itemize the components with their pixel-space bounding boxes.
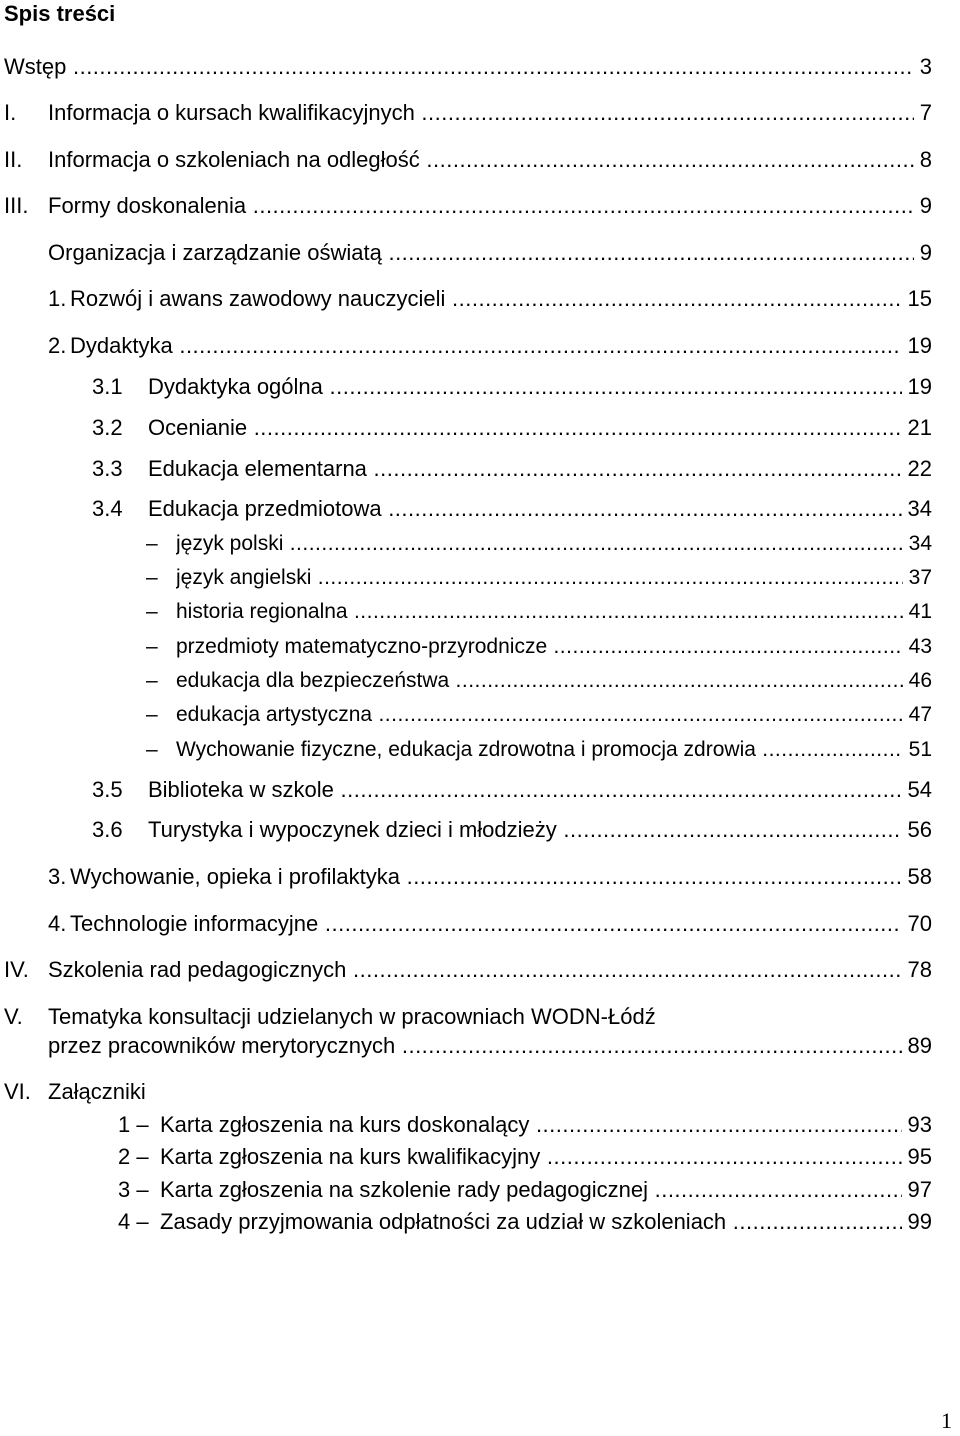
toc-entry[interactable] <box>0 191 960 221</box>
toc-entry-label[interactable]: Informacja o szkoleniach na odległość ..... <box>48 145 926 175</box>
toc-entry-number: 3.3 <box>92 456 123 481</box>
toc-entry-label[interactable]: Karta zgłoszenia na kurs doskonalący ..... <box>160 1110 926 1140</box>
toc-entry-page: 47 <box>903 700 932 730</box>
toc-entry-page: 78 <box>902 955 932 985</box>
toc-entry-dash: – <box>146 738 158 761</box>
toc-entry-number: I. <box>4 100 17 125</box>
toc-entry-page: 97 <box>902 1175 932 1205</box>
toc-entry-page: 19 <box>902 372 932 402</box>
toc-entry-page: 37 <box>903 563 932 593</box>
toc-entry-page: 9 <box>914 238 932 268</box>
toc-entry-dash: – <box>146 635 158 658</box>
toc-entry-page: 89 <box>902 1031 932 1061</box>
toc-entry-dash: – <box>146 532 158 555</box>
toc-entry-number: 2 – <box>118 1144 149 1169</box>
toc-entry-number: 3.4 <box>92 496 123 521</box>
toc-entry[interactable] <box>0 955 960 985</box>
toc-entry-number: VI. <box>4 1079 31 1104</box>
toc-entry-label[interactable]: Informacja o kursach kwalifikacyjnych ..... <box>48 98 926 128</box>
toc-entry[interactable] <box>0 1110 960 1140</box>
toc-entry-page: 21 <box>902 413 932 443</box>
toc-entry[interactable] <box>0 862 960 892</box>
toc-entry-label[interactable]: Załączniki <box>48 1079 146 1104</box>
toc-entry-number: 1 – <box>118 1112 149 1137</box>
toc-entry[interactable] <box>0 52 960 82</box>
toc-entry-page: 22 <box>902 454 932 484</box>
toc-entry[interactable] <box>0 1031 960 1061</box>
toc-entry[interactable] <box>0 597 960 627</box>
toc-entry-label[interactable]: Karta zgłoszenia na kurs kwalifikacyjny ..... <box>160 1142 926 1172</box>
toc-entry[interactable] <box>0 1142 960 1172</box>
toc-entry-label[interactable]: Wychowanie fizyczne, edukacja zdrowotna i promocja zdrowia ..... <box>176 735 926 765</box>
toc-entry-label[interactable]: język polski ..... <box>176 529 926 559</box>
toc-entry-label[interactable]: Edukacja elementarna ..... <box>148 454 926 484</box>
toc-entry-dash: – <box>146 600 158 623</box>
toc-entry[interactable] <box>0 909 960 939</box>
toc-entry-label[interactable]: Karta zgłoszenia na szkolenie rady pedagogicznej ..... <box>160 1175 926 1205</box>
toc-entry-label[interactable]: Wstęp ..... <box>4 52 926 82</box>
toc-entry-page: 70 <box>902 909 932 939</box>
toc-entry-label[interactable]: Formy doskonalenia ..... <box>48 191 926 221</box>
toc-entry[interactable] <box>0 1175 960 1205</box>
toc-entry-number: 4 – <box>118 1209 149 1234</box>
toc-entry[interactable] <box>0 563 960 593</box>
toc-entry[interactable] <box>0 666 960 696</box>
toc-entry-page: 3 <box>914 52 932 82</box>
toc-entry-page: 51 <box>903 735 932 765</box>
toc-entry-number: IV. <box>4 957 29 982</box>
toc-entry-page: 19 <box>902 331 932 361</box>
toc-entry-label[interactable]: Edukacja przedmiotowa ..... <box>148 494 926 524</box>
toc-entry-label[interactable]: edukacja dla bezpieczeństwa ..... <box>176 666 926 696</box>
toc-entry-dash: – <box>146 703 158 726</box>
page-title: Spis treści <box>4 1 116 26</box>
toc-entry-label[interactable]: język angielski ..... <box>176 563 926 593</box>
toc-entry-page: 9 <box>914 191 932 221</box>
toc-entry[interactable] <box>0 413 960 443</box>
toc-entry-page: 34 <box>903 529 932 559</box>
toc-entry-number: 3.2 <box>92 415 123 440</box>
toc-entry-page: 99 <box>902 1207 932 1237</box>
toc-entry[interactable] <box>0 1207 960 1237</box>
toc-entry-number: 4. <box>48 911 67 936</box>
toc-entry-label[interactable]: Dydaktyka ..... <box>70 331 926 361</box>
toc-entry[interactable] <box>0 700 960 730</box>
toc-entry[interactable] <box>0 331 960 361</box>
toc-entry-label[interactable]: historia regionalna ..... <box>176 597 926 627</box>
toc-entry-number: 3 – <box>118 1177 149 1202</box>
toc-entry[interactable] <box>0 454 960 484</box>
toc-entry[interactable] <box>0 238 960 268</box>
toc-entry[interactable] <box>0 98 960 128</box>
toc-entry[interactable] <box>0 284 960 314</box>
toc-entry[interactable] <box>0 632 960 662</box>
toc-entry-dash: – <box>146 566 158 589</box>
toc-entry[interactable] <box>0 494 960 524</box>
toc-entry-page: 58 <box>902 862 932 892</box>
toc-entry-number: III. <box>4 193 29 218</box>
toc-entry-page: 41 <box>903 597 932 627</box>
toc-entry[interactable] <box>0 145 960 175</box>
toc-entry-number: II. <box>4 147 23 172</box>
toc-entry-label[interactable]: Szkolenia rad pedagogicznych ..... <box>48 955 926 985</box>
toc-entry[interactable] <box>0 815 960 845</box>
toc-entry-page: 8 <box>914 145 932 175</box>
toc-entry[interactable] <box>0 529 960 559</box>
toc-entry-label[interactable]: Rozwój i awans zawodowy nauczycieli ..... <box>70 284 926 314</box>
toc-entry[interactable] <box>0 735 960 765</box>
toc-entry-label[interactable]: Zasady przyjmowania odpłatności za udział w szkoleniach ..... <box>160 1207 926 1237</box>
toc-entry-label-continued[interactable]: przez pracowników merytorycznych ..... <box>48 1031 926 1061</box>
toc-entry-label[interactable]: Technologie informacyjne ..... <box>70 909 926 939</box>
toc-entry-label[interactable]: edukacja artystyczna ..... <box>176 700 926 730</box>
toc-entry-label[interactable]: Biblioteka w szkole ..... <box>148 775 926 805</box>
toc-entry-label[interactable]: Ocenianie ..... <box>148 413 926 443</box>
toc-entry[interactable] <box>0 1002 960 1032</box>
toc-entry-label[interactable]: Turystyka i wypoczynek dzieci i młodzieży ..... <box>148 815 926 845</box>
toc-entry-page: 54 <box>902 775 932 805</box>
toc-entry-page: 34 <box>902 494 932 524</box>
toc-entry[interactable] <box>0 372 960 402</box>
toc-entry-label[interactable]: Wychowanie, opieka i profilaktyka ..... <box>70 862 926 892</box>
toc-entry-label[interactable]: Tematyka konsultacji udzielanych w pracowniach WODN-Łódź <box>48 1004 656 1029</box>
toc-entry-label[interactable]: Dydaktyka ogólna ..... <box>148 372 926 402</box>
toc-entry-number: 1. <box>48 286 67 311</box>
toc-entry-number: 2. <box>48 333 67 358</box>
toc-entry-label[interactable]: przedmioty matematyczno-przyrodnicze ..... <box>176 632 926 662</box>
toc-entry[interactable] <box>0 775 960 805</box>
toc-entry-page: 95 <box>902 1142 932 1172</box>
toc-entry-page: 7 <box>914 98 932 128</box>
toc-entry-page: 15 <box>902 284 932 314</box>
toc-entry-page: 56 <box>902 815 932 845</box>
toc-entry[interactable] <box>0 1077 960 1107</box>
toc-entry-label[interactable]: Organizacja i zarządzanie oświatą ..... <box>48 238 926 268</box>
toc-entry-page: 93 <box>902 1110 932 1140</box>
toc-entry-number: 3.1 <box>92 374 123 399</box>
toc-entry-page: 46 <box>903 666 932 696</box>
page-number: 1 <box>941 1408 952 1433</box>
toc-entry-number: 3.5 <box>92 777 123 802</box>
toc-entry-dash: – <box>146 669 158 692</box>
toc-entry-number: 3.6 <box>92 817 123 842</box>
toc-entry-page: 43 <box>903 632 932 662</box>
toc-entry-number: 3. <box>48 864 67 889</box>
toc-entry-number: V. <box>4 1004 23 1029</box>
